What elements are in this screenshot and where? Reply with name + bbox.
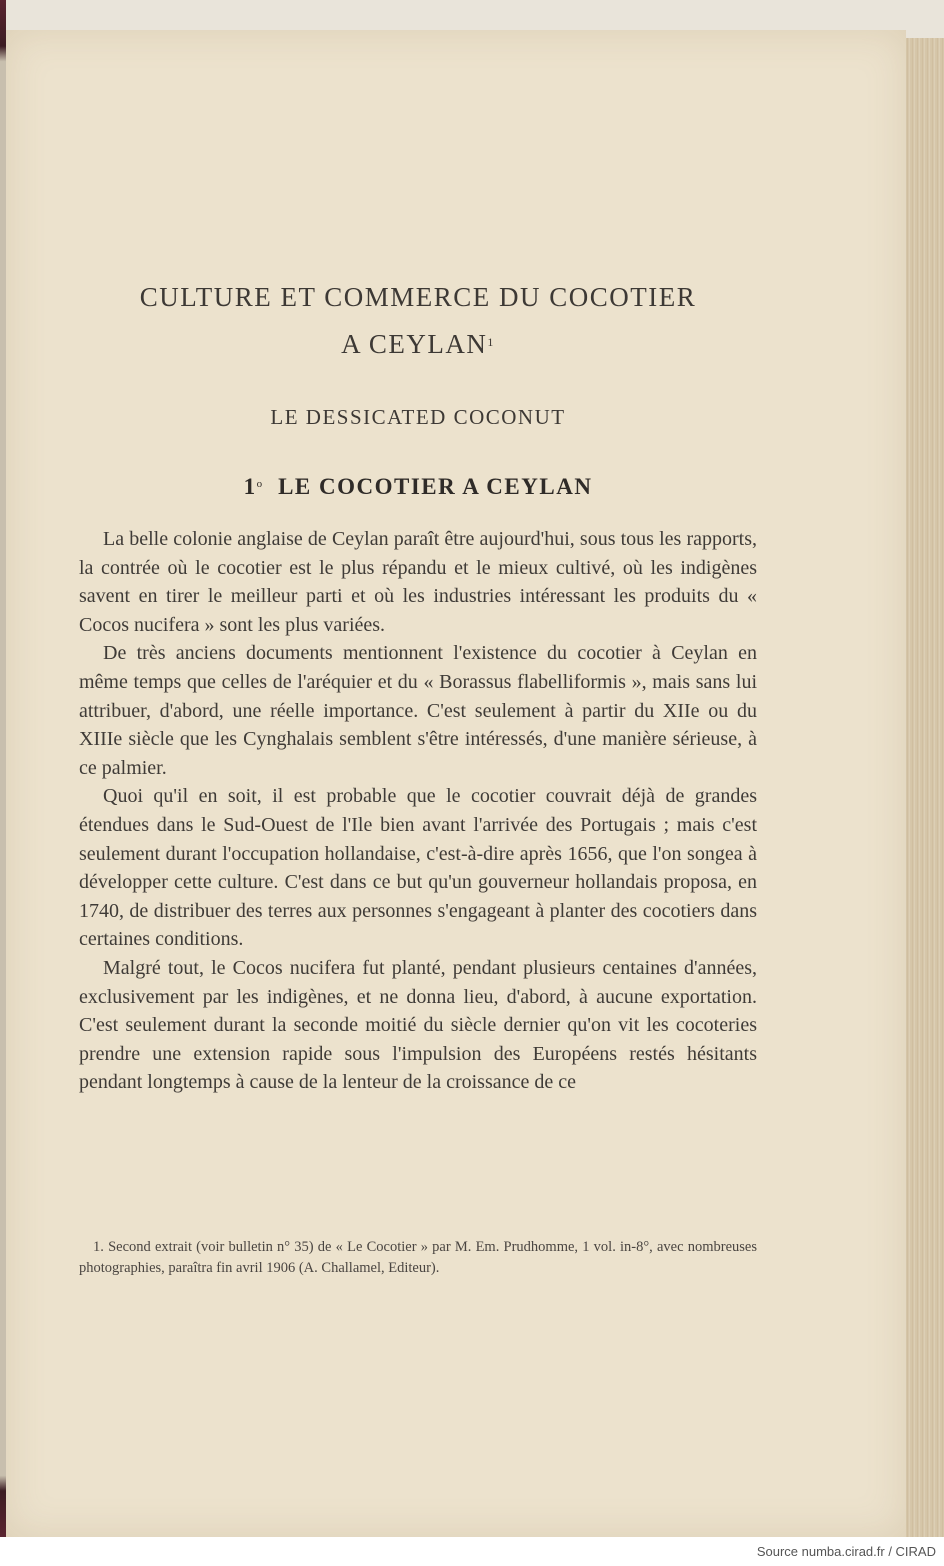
section-number: 1 bbox=[243, 474, 257, 499]
document-title: CULTURE ET COMMERCE DU COCOTIER bbox=[139, 282, 697, 312]
footnote: 1. Second extrait (voir bulletin n° 35) de « Le Cocotier » par M. Em. Prudhomme, 1 vol. in-8°, avec nombreuses photographies, paraîtra fin avril 1906 (A. Challamel, Editeur). bbox=[79, 1239, 757, 1276]
footnotes bbox=[79, 1237, 757, 1278]
document-title-line2 bbox=[80, 329, 756, 360]
section-title: LE COCOTIER A CEYLAN bbox=[278, 474, 593, 499]
paragraph: La belle colonie anglaise de Ceylan paraît être aujourd'hui, sous tous les rapports, la contrée où le cocotier est le plus répandu et le mieux cultivé, où les indigènes savent en tirer le meilleur parti et où les industries intéressant les produits du « Cocos nucifera » sont les plus variées. bbox=[79, 528, 757, 636]
title-text: A CEYLAN bbox=[341, 329, 488, 359]
paragraph: De très anciens documents mentionnent l'existence du cocotier à Ceylan en même temps que celles de l'aréquier et du « Borassus flabelliformis », mais sans lui attribuer, d'abord, une réelle importance. C'est seulement à partir du XIIe ou du XIIIe siècle que les Cynghalais semblent s'être intéressés, d'une manière sérieuse, à ce palmier. bbox=[79, 642, 757, 779]
paragraph: Malgré tout, le Cocos nucifera fut planté, pendant plusieurs centaines d'années, exclusivement par les indigènes, et ne donna lieu, d'abord, à aucune exportation. C'est seulement durant la seconde moitié du siècle dernier qu'on vit les cocoteries prendre une extension rapide sous l'impulsion des Européens restés hésitants pendant longtemps à cause de la lenteur de la croissance de ce bbox=[79, 956, 757, 1094]
page-stack-edge bbox=[906, 38, 944, 1537]
footnote-marker: 1 bbox=[487, 335, 495, 349]
document-subtitle: LE DESSICATED COCONUT bbox=[270, 405, 566, 429]
source-credit: Source numba.cirad.fr / CIRAD bbox=[756, 1544, 936, 1559]
section-heading bbox=[80, 474, 756, 500]
section-ordinal: o bbox=[256, 478, 264, 491]
body-text bbox=[79, 525, 757, 1097]
paragraph: Quoi qu'il en soit, il est probable que le cocotier couvrait déjà de grandes étendues dans le Sud-Ouest de l'Ile bien avant l'arrivée des Portugais ; mais c'est seulement durant l'occupation hollandaise, c'est-à-dire après 1656, que l'on songea à développer cette culture. C'est dans ce but qu'un gouverneur hollandais proposa, en 1740, de distribuer des terres aux personnes s'engageant à planter des cocotiers dans certaines conditions. bbox=[79, 785, 757, 951]
